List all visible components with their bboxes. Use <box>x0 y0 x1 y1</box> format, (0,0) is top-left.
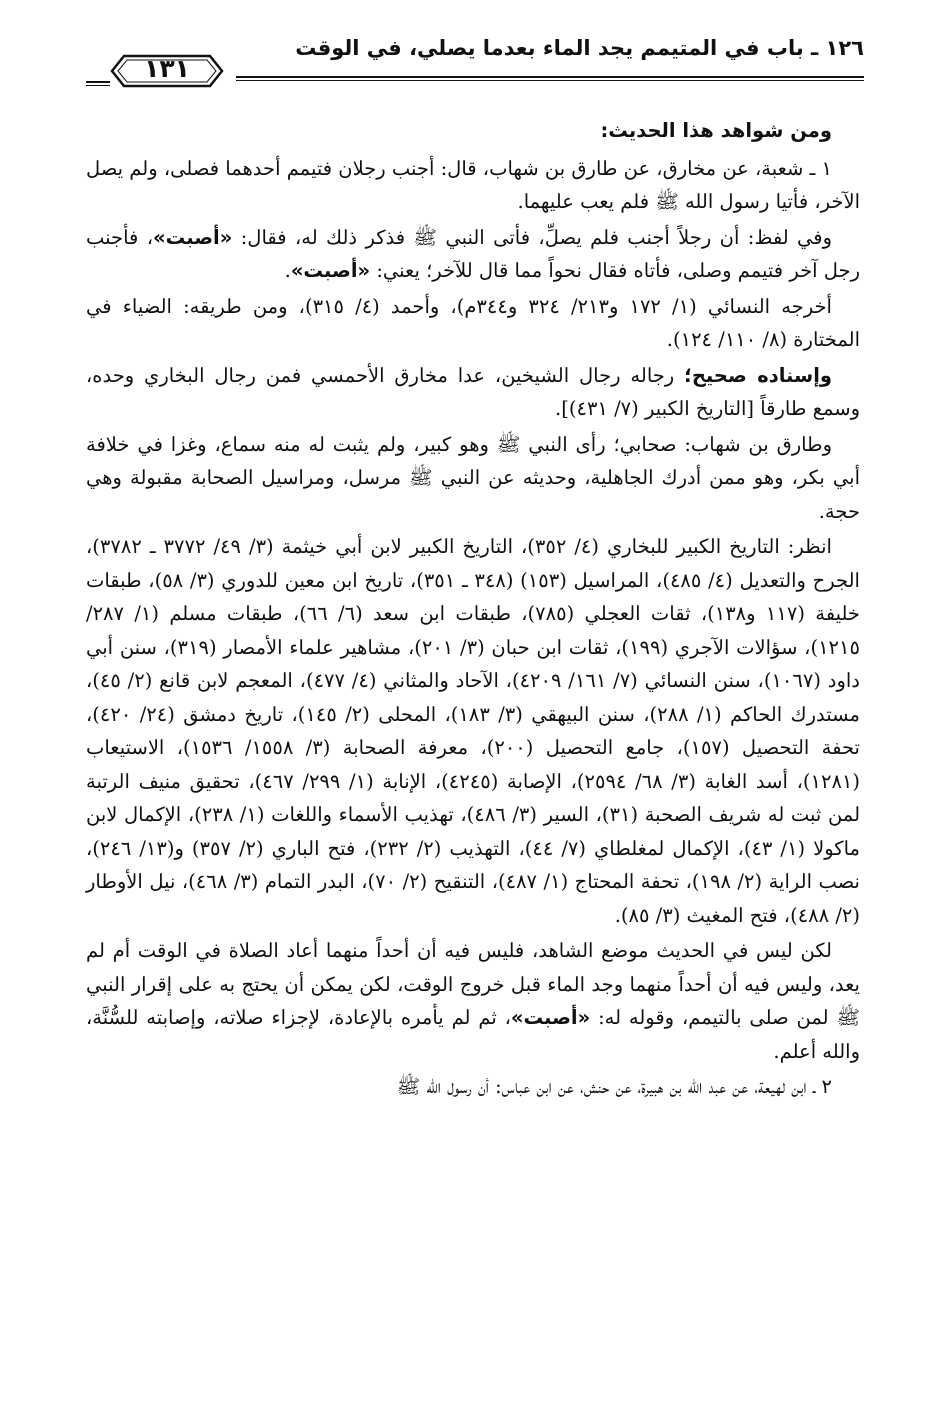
paragraph-5: وطارق بن شهاب: صحابي؛ رأى النبي ﷺ وهو كبير، ولم يثبت له منه سماع، وغزا في خلافة أبي بكر، وهو ممن أدرك الجاهلية، وحديثه عن النبي ﷺ مرسل، ومراسيل الصحابة مقبولة وهي حجة. <box>86 432 860 523</box>
paragraph-6-references: انظر: التاريخ الكبير للبخاري (٤/ ٣٥٢)، التاريخ الكبير لابن أبي خيثمة (٣/ ٤٩/ ٣٧٧٢ ـ ٣٧٨٢)، الجرح والتعديل (٤/ ٤٨٥)، المراسيل (١٥٣) (٣٤٨ ـ ٣٥١)، تاريخ ابن معين للدوري (٣/ ٥٨)، طبقات خليفة (١١٧ و١٣٨)، ثقات العجلي (٧٨٥)، طبقات ابن سعد (٦/ ٦٦)، طبقات مسلم (١/ ٢٨٧/ ١٢١٥)، سؤالات الآجري (١٩٩)، ثقات ابن حبان (٣/ ٢٠١)، مشاهير علماء الأمصار (٣١٩)، سنن أبي داود (١٠٦٧)، سنن النسائي (٧/ ١٦١/ ٤٢٠٩)، الآحاد والمثاني (٤/ ٤٧٧)، المعجم لابن قانع (٢/ ٤٥)، مستدرك الحاكم (١/ ٢٨٨)، سنن البيهقي (٣/ ١٨٣)، المحلى (٢/ ١٤٥)، تاريخ دمشق (٢٤/ ٤٢٠)، تحفة التحصيل (١٥٧)، جامع التحصيل (٢٠٠)، معرفة الصحابة (٣/ ١٥٥٨/ ١٥٣٦)، الاستيعاب (١٢٨١)، أسد الغابة (٣/ ٦٨/ ٢٥٩٤)، الإصابة (٤٢٤٥)، الإنابة (١/ ٢٩٩/ ٤٦٧)، تحقيق منيف الرتبة لمن ثبت له شريف الصحبة (٣١)، السير (٣/ ٤٨٦)، تهذيب الأسماء واللغات (١/ ٢٣٨)، الإكمال لابن ماكولا (١/ ٤٣)، الإكمال لمغلطاي (٧/ ٤٤)، التهذيب (٢/ ٢٣٢)، فتح الباري (٢/ ٣٥٧) و(١٣/ ٢٤٦)، نصب الراية (٢/ ١٩٨)، تحفة المحتاج (١/ ٤٨٧)، التنقيح (٢/ ٧٠)، البدر التمام (٣/ ٤٦٨)، نيل الأوطار (٢/ ٤٨٨)، فتح المغيث (٣/ ٨٥). <box>86 535 861 927</box>
page-number-ornament <box>108 50 226 92</box>
page-body <box>86 114 860 1106</box>
paragraph-7 <box>86 934 860 1068</box>
section-heading: ومن شواهد هذا الحديث: <box>600 119 832 142</box>
quote-asabta-1: «أصبت» <box>153 225 233 249</box>
paragraph-4 <box>86 359 860 426</box>
header-rule-left-thin <box>86 85 110 86</box>
running-title: ١٢٦ ـ باب في المتيمم يجد الماء بعدما يصلي، في الوقت <box>295 36 864 60</box>
page-header <box>86 28 864 86</box>
paragraph-7-text: لكن ليس في الحديث موضع الشاهد، فليس فيه أن أحداً منهما أعاد الصلاة في الوقت أم لم يعد، وليس فيه أن أحداً منهما وجد الماء قبل خروج الوقت، لكن يمكن أن يحتج به على إقرار النبي ﷺ لمن صلى بالتيمم، وقوله له: <box>86 939 860 1029</box>
paragraph-8: ٢ ـ ابن لهيعة، عن عبد الله بن هبيرة، عن حنش، عن ابن عباس: أن رسول الله ﷺ <box>396 1075 832 1098</box>
quote-asabta-2: «أصبت» <box>290 259 371 282</box>
isnad-verdict: وإسناده صحيح؛ <box>684 363 833 387</box>
paragraph-1: ١ ـ شعبة، عن مخارق، عن طارق بن شهاب، قال: أجنب رجلان فتيمم أحدهما فصلى، ولم يصل الآخر، فأتيا رسول الله ﷺ فلم يعب عليهما. <box>86 156 860 213</box>
header-rule-left <box>86 81 110 83</box>
paragraph-4-text: رجاله رجال الشيخين، عدا مخارق الأحمسي فمن رجال البخاري وحده، وسمع طارقاً [التاريخ الكبير (٧/ ٤٣١)]. <box>86 363 860 420</box>
paragraph-3: أخرجه النسائي (١/ ١٧٢ و٢١٣/ ٣٢٤ و٣٤٤م)، وأحمد (٤/ ٣١٥)، ومن طريقه: الضياء في المختارة (٨/ ١١٠/ ١٢٤). <box>86 294 860 351</box>
quote-asabta-3: «أصبت» <box>510 1006 591 1029</box>
paragraph-7-end: ، ثم لم يأمره بالإعادة، لإجزاء صلاته، وإصابته للسُّنَّة، والله أعلم. <box>86 1006 860 1063</box>
paragraph-2 <box>86 221 860 288</box>
paragraph-2-middle: ، فأجنب رجل آخر فتيمم وصلى، فأتاه فقال نحواً مما قال للآخر؛ يعني: <box>86 225 860 282</box>
page-number: ١٣١ <box>144 54 190 83</box>
paragraph-2-end: . <box>284 259 291 282</box>
paragraph-2-text: وفي لفظ: أن رجلاً أجنب فلم يصلِّ، فأتى النبي ﷺ فذكر ذلك له، فقال: <box>240 225 832 249</box>
